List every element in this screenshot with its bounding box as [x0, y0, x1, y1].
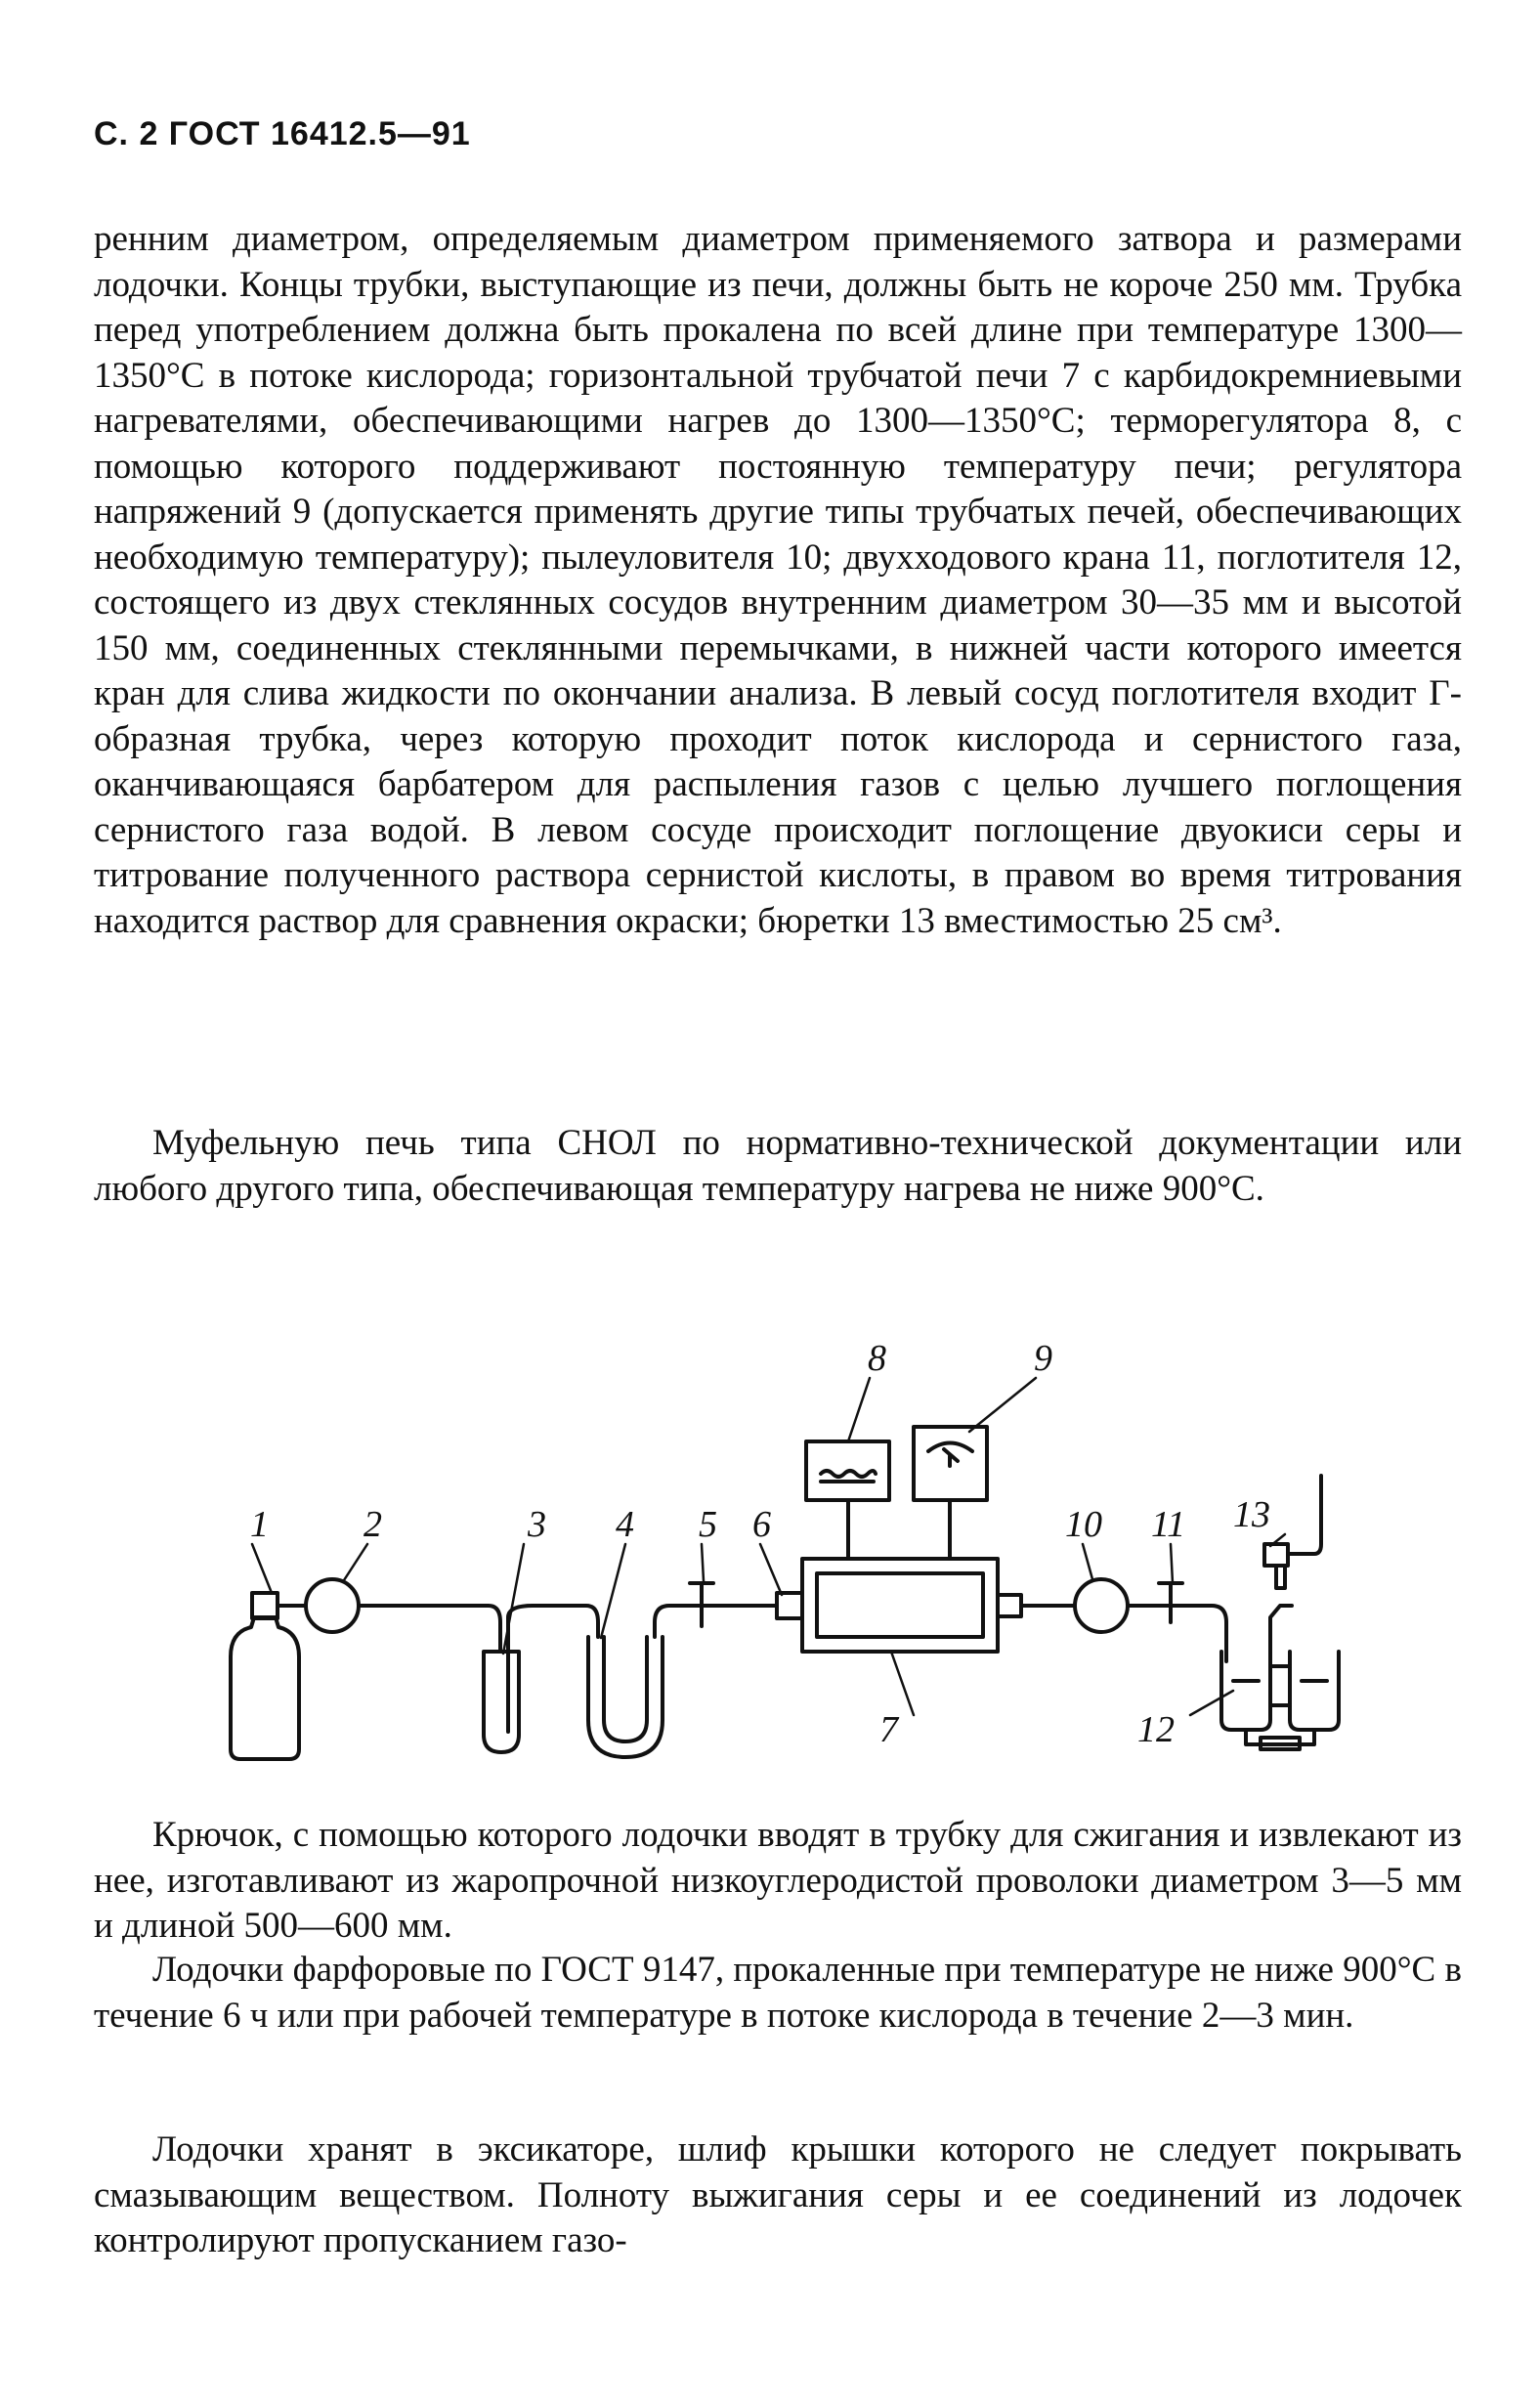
label-6: 6 — [752, 1504, 771, 1545]
page-header: С. 2 ГОСТ 16412.5—91 — [94, 115, 471, 152]
oxygen-cylinder — [231, 1593, 305, 1759]
tube-furnace-7 — [802, 1559, 1021, 1652]
dust-trap-10 — [1075, 1579, 1128, 1632]
paragraph-5: Лодочки хранят в эксикаторе, шлиф крышки которого не следует покрывать смазывающим веществом. Полноту выжигания серы и ее соединений из лодочек контролируют пропусканием газо- — [94, 2129, 1462, 2260]
u-tube-4 — [588, 1637, 663, 1757]
pipe-3-4 — [508, 1606, 598, 1652]
vessel-3 — [484, 1652, 519, 1752]
pipe-4-6 — [655, 1606, 777, 1637]
label-4: 4 — [616, 1504, 634, 1545]
label-12: 12 — [1137, 1709, 1175, 1750]
label-11: 11 — [1151, 1504, 1186, 1545]
paragraph-2: Муфельную печь типа СНОЛ по нормативно-технической документации или любого другого типа, обеспечивающая температуру нагрева не ниже 900°С. — [94, 1123, 1462, 1209]
label-1: 1 — [250, 1504, 269, 1545]
thermoregulator-8 — [806, 1441, 889, 1559]
pipe-10-12 — [1128, 1606, 1226, 1661]
label-5: 5 — [699, 1504, 717, 1545]
diagram-labels — [252, 1378, 1285, 1715]
paragraph-4: Лодочки фарфоровые по ГОСТ 9147, прокаленные при температуре не ниже 900°С в течение 6 ч или при рабочей температуре в потоке кислорода в течение 2—3 мин. — [94, 1950, 1462, 2036]
connector-6 — [777, 1593, 802, 1618]
label-3: 3 — [528, 1504, 546, 1545]
pipe-2-3 — [359, 1606, 500, 1652]
voltage-regulator-9 — [914, 1427, 987, 1559]
valve-11 — [1159, 1583, 1182, 1622]
label-2: 2 — [364, 1504, 382, 1545]
label-7: 7 — [879, 1709, 898, 1750]
burette-13 — [1264, 1476, 1321, 1652]
label-10: 10 — [1065, 1504, 1102, 1545]
paragraph-3: Крючок, с помощью которого лодочки вводят в трубку для сжигания и извлекают из нее, изготавливают из жаропрочной низкоуглеродистой проволоки диаметром 3—5 мм и длиной 500—600 мм. — [94, 1815, 1462, 1946]
absorber-12 — [1221, 1652, 1339, 1749]
label-9: 9 — [1034, 1338, 1052, 1379]
label-13: 13 — [1233, 1494, 1270, 1535]
purifier-2 — [306, 1579, 359, 1632]
paragraph-1: ренним диаметром, определяемым диаметром применяемого затвора и размерами лодочки. Концы трубки, выступающие из печи, должны быть не короче 250 мм. Трубка перед употреблением должна быть прокалена по всей длине при температуре 1300—1350°С в потоке кислорода; горизонтальной трубчатой печи 7 с карбидокремниевыми нагревателями, обеспечивающими нагрев до 1300—1350°С; терморегулятора 8, с помощью которого поддерживают постоянную температуру печи; регулятора напряжений 9 (допускается применять другие типы трубчатых печей, обеспечивающих необходимую температуру); пылеуловителя 10; двухходового крана 11, поглотителя 12, состоящего из двух стеклянных сосудов внутренним диаметром 30—35 мм и высотой 150 мм, соединенных стеклянными перемычками, в нижней части которого имеется кран для слива жидкости по окончании анализа. В левый сосуд поглотителя входит Г-образная трубка, через которую проходит поток кислорода и сернистого газа, оканчивающаяся барбатером для распыления газов с целью лучшего поглощения сернистого газа водой. В левом сосуде происходит поглощение двуокиси серы и титрование полученного раствора сернистой кислоты, в правом во время титрования находится раствор для сравнения окраски; бюретки 13 вместимостью 25 см³. — [94, 219, 1462, 941]
label-8: 8 — [868, 1338, 886, 1379]
